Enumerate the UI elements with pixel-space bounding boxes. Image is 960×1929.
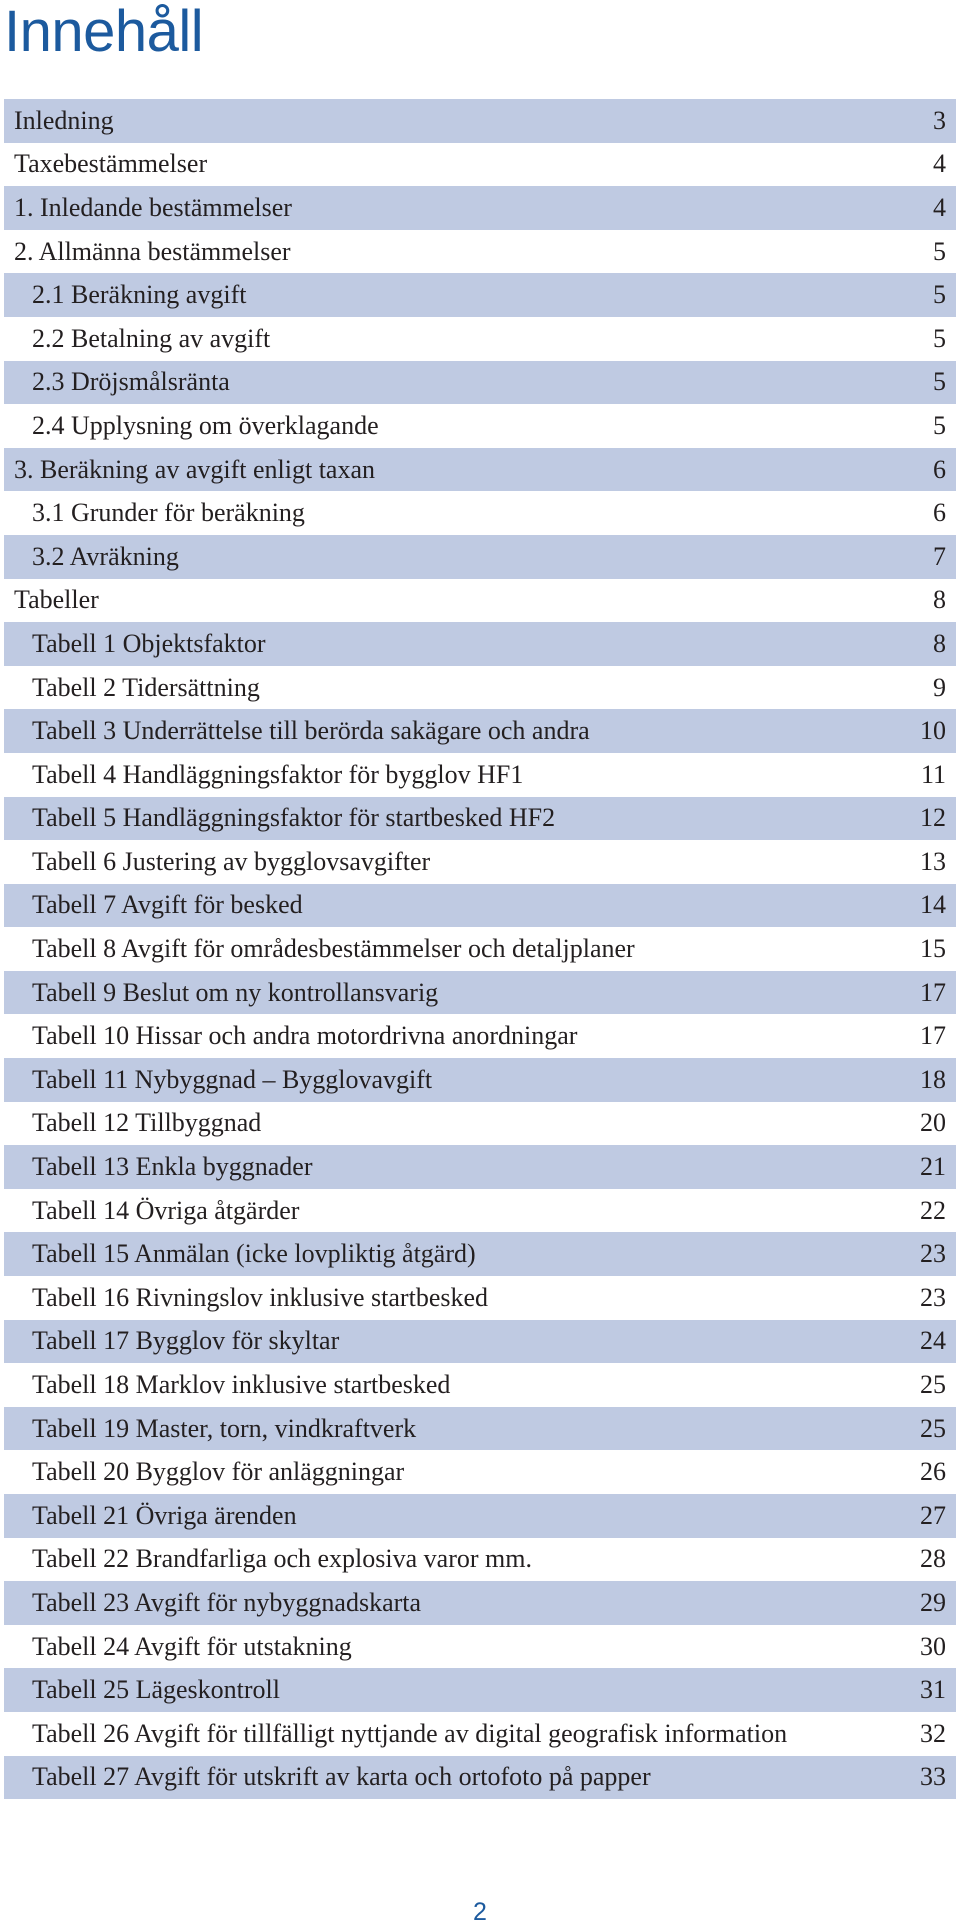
toc-entry-page: 25 bbox=[920, 1413, 946, 1443]
toc-entry[interactable] bbox=[4, 709, 956, 753]
toc-entry[interactable] bbox=[4, 1668, 956, 1712]
toc-entry-label: 1. Inledande bestämmelser bbox=[14, 192, 292, 222]
toc-entry-page: 18 bbox=[920, 1064, 946, 1094]
toc-entry-label: Tabell 4 Handläggningsfaktor för bygglov HF1 bbox=[32, 759, 524, 789]
toc-entry-label: Tabell 20 Bygglov för anläggningar bbox=[32, 1457, 405, 1487]
toc-entry-label: Tabell 12 Tillbyggnad bbox=[32, 1108, 262, 1138]
toc-entry[interactable] bbox=[4, 404, 956, 448]
toc-entry-label: Tabell 7 Avgift för besked bbox=[32, 890, 303, 920]
toc-entry[interactable] bbox=[4, 317, 956, 361]
toc-entry[interactable] bbox=[4, 1145, 956, 1189]
toc-entry-label: 2. Allmänna bestämmelser bbox=[14, 236, 291, 266]
toc-entry-label: Tabell 27 Avgift för utskrift av karta och ortofoto på papper bbox=[32, 1762, 651, 1792]
toc-entry-page: 32 bbox=[920, 1718, 946, 1748]
toc-entry[interactable] bbox=[4, 1494, 956, 1538]
toc-entry-page: 27 bbox=[920, 1500, 946, 1530]
toc-entry-label: Tabell 16 Rivningslov inklusive startbesked bbox=[32, 1282, 489, 1312]
toc-entry-label: Tabell 14 Övriga åtgärder bbox=[32, 1195, 300, 1225]
toc-entry-label: Tabell 3 Underrättelse till berörda sakägare och andra bbox=[32, 716, 590, 746]
toc-entry[interactable] bbox=[4, 361, 956, 405]
toc-entry-page: 21 bbox=[920, 1152, 946, 1182]
toc-entry-page: 23 bbox=[920, 1239, 946, 1269]
toc-entry[interactable] bbox=[4, 1232, 956, 1276]
toc-entry-label: Tabell 10 Hissar och andra motordrivna anordningar bbox=[32, 1021, 578, 1051]
toc-entry-page: 20 bbox=[920, 1108, 946, 1138]
toc-entry-label: Tabell 24 Avgift för utstakning bbox=[32, 1631, 352, 1661]
toc-entry-page: 10 bbox=[920, 716, 946, 746]
toc-entry[interactable] bbox=[4, 1102, 956, 1146]
toc-entry-page: 28 bbox=[920, 1544, 946, 1574]
toc-entry[interactable] bbox=[4, 797, 956, 841]
toc-entry-page: 15 bbox=[920, 934, 946, 964]
toc-entry-page: 11 bbox=[920, 759, 946, 789]
toc-entry-label: 2.3 Dröjsmålsränta bbox=[32, 367, 230, 397]
toc-entry[interactable] bbox=[4, 753, 956, 797]
toc-entry-label: Tabell 19 Master, torn, vindkraftverk bbox=[32, 1413, 417, 1443]
toc-entry-page: 12 bbox=[920, 803, 946, 833]
toc-entry[interactable] bbox=[4, 840, 956, 884]
toc-entry-page: 5 bbox=[933, 236, 946, 266]
toc-entry-label: Tabell 21 Övriga ärenden bbox=[32, 1500, 297, 1530]
toc-entry[interactable] bbox=[4, 186, 956, 230]
toc-entry[interactable] bbox=[4, 230, 956, 274]
toc-entry-page: 13 bbox=[920, 846, 946, 876]
toc-entry[interactable] bbox=[4, 1014, 956, 1058]
toc-entry[interactable] bbox=[4, 1276, 956, 1320]
toc-entry-page: 5 bbox=[933, 323, 946, 353]
toc-entry[interactable] bbox=[4, 1538, 956, 1582]
toc-entry-label: Tabeller bbox=[14, 585, 99, 615]
toc-entry-label: Taxebestämmelser bbox=[14, 149, 208, 179]
toc-entry[interactable] bbox=[4, 1756, 956, 1800]
toc-entry[interactable] bbox=[4, 884, 956, 928]
toc-entry-label: Tabell 15 Anmälan (icke lovpliktig åtgärd) bbox=[32, 1239, 476, 1269]
toc-entry-page: 5 bbox=[933, 280, 946, 310]
toc-entry-label: Tabell 5 Handläggningsfaktor för startbesked HF2 bbox=[32, 803, 556, 833]
toc-entry-page: 8 bbox=[933, 585, 946, 615]
toc-entry[interactable] bbox=[4, 273, 956, 317]
toc-entry-page: 23 bbox=[920, 1282, 946, 1312]
toc-entry-label: Tabell 2 Tidersättning bbox=[32, 672, 260, 702]
toc-entry[interactable] bbox=[4, 1581, 956, 1625]
toc-entry-label: Tabell 9 Beslut om ny kontrollansvarig bbox=[32, 977, 439, 1007]
toc-entry-page: 4 bbox=[933, 149, 946, 179]
toc-entry-label: 3. Beräkning av avgift enligt taxan bbox=[14, 454, 376, 484]
toc-entry-page: 3 bbox=[933, 105, 946, 135]
toc-entry[interactable] bbox=[4, 971, 956, 1015]
toc-entry[interactable] bbox=[4, 666, 956, 710]
toc-entry-page: 26 bbox=[920, 1457, 946, 1487]
toc-entry[interactable] bbox=[4, 448, 956, 492]
toc-entry-page: 30 bbox=[920, 1631, 946, 1661]
toc-entry[interactable] bbox=[4, 927, 956, 971]
toc-entry-label: Tabell 17 Bygglov för skyltar bbox=[32, 1326, 340, 1356]
toc-entry-label: 3.1 Grunder för beräkning bbox=[32, 498, 305, 528]
toc-entry-label: Tabell 18 Marklov inklusive startbesked bbox=[32, 1370, 451, 1400]
toc-entry-page: 8 bbox=[933, 628, 946, 658]
toc-entry-label: Tabell 22 Brandfarliga och explosiva varor mm. bbox=[32, 1544, 532, 1574]
toc-entry-label: Tabell 23 Avgift för nybyggnadskarta bbox=[32, 1587, 422, 1617]
toc-entry-page: 14 bbox=[920, 890, 946, 920]
table-of-contents bbox=[4, 99, 956, 1799]
toc-entry-page: 29 bbox=[920, 1587, 946, 1617]
toc-entry-label: Tabell 25 Lägeskontroll bbox=[32, 1675, 281, 1705]
toc-entry[interactable] bbox=[4, 579, 956, 623]
toc-entry[interactable] bbox=[4, 1189, 956, 1233]
toc-entry[interactable] bbox=[4, 143, 956, 187]
toc-entry-label: Tabell 26 Avgift för tillfälligt nyttjande av digital geografisk information bbox=[32, 1718, 788, 1748]
toc-entry-page: 6 bbox=[933, 454, 946, 484]
toc-entry-page: 5 bbox=[933, 367, 946, 397]
toc-entry-label: Tabell 13 Enkla byggnader bbox=[32, 1152, 313, 1182]
page-title: Innehåll bbox=[4, 0, 204, 64]
toc-entry-page: 25 bbox=[920, 1370, 946, 1400]
toc-entry-page: 17 bbox=[920, 1021, 946, 1051]
toc-entry[interactable] bbox=[4, 622, 956, 666]
toc-entry-page: 6 bbox=[933, 498, 946, 528]
toc-entry[interactable] bbox=[4, 1363, 956, 1407]
toc-entry-page: 4 bbox=[933, 192, 946, 222]
toc-entry-label: Tabell 11 Nybyggnad – Bygglovavgift bbox=[32, 1064, 433, 1094]
toc-entry-page: 17 bbox=[920, 977, 946, 1007]
toc-entry[interactable] bbox=[4, 1450, 956, 1494]
toc-entry-page: 33 bbox=[920, 1762, 946, 1792]
toc-entry[interactable] bbox=[4, 1625, 956, 1669]
toc-entry-page: 24 bbox=[920, 1326, 946, 1356]
toc-entry-label: 3.2 Avräkning bbox=[32, 541, 179, 571]
toc-entry[interactable] bbox=[4, 1320, 956, 1364]
toc-entry[interactable] bbox=[4, 491, 956, 535]
toc-entry-page: 9 bbox=[933, 672, 946, 702]
toc-entry[interactable] bbox=[4, 535, 956, 579]
toc-entry-label: 2.2 Betalning av avgift bbox=[32, 323, 271, 353]
toc-entry[interactable] bbox=[4, 99, 956, 143]
toc-entry-page: 31 bbox=[920, 1675, 946, 1705]
page-number: 2 bbox=[473, 1898, 487, 1926]
toc-entry-page: 7 bbox=[933, 541, 946, 571]
toc-entry[interactable] bbox=[4, 1407, 956, 1451]
toc-entry-label: Tabell 1 Objektsfaktor bbox=[32, 628, 266, 658]
toc-entry-label: Tabell 6 Justering av bygglovsavgifter bbox=[32, 846, 431, 876]
toc-entry[interactable] bbox=[4, 1712, 956, 1756]
toc-entry-page: 5 bbox=[933, 410, 946, 440]
toc-entry-label: 2.4 Upplysning om överklagande bbox=[32, 410, 379, 440]
toc-entry-page: 22 bbox=[920, 1195, 946, 1225]
toc-entry[interactable] bbox=[4, 1058, 956, 1102]
toc-entry-label: Tabell 8 Avgift för områdesbestämmelser och detaljplaner bbox=[32, 934, 635, 964]
toc-entry-label: Inledning bbox=[14, 105, 114, 135]
toc-entry-label: 2.1 Beräkning avgift bbox=[32, 280, 247, 310]
